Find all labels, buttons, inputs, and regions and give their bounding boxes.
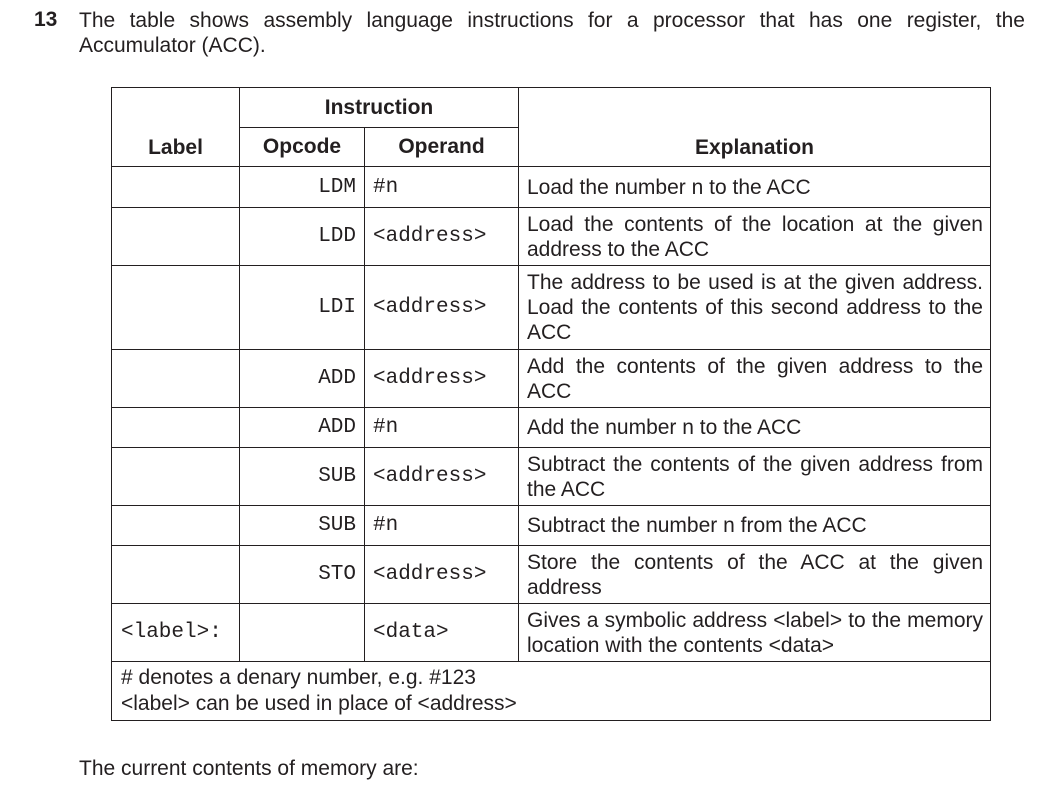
operand-cell: #n bbox=[365, 506, 519, 546]
opcode-cell: SUB bbox=[240, 506, 365, 546]
table-row bbox=[112, 546, 991, 604]
label-cell bbox=[112, 208, 240, 266]
note-label: <label> can be used in place of <address> bbox=[121, 692, 517, 715]
label-cell bbox=[112, 448, 240, 506]
opcode-cell: LDI bbox=[240, 266, 365, 350]
operand-cell: <address> bbox=[365, 266, 519, 350]
table-notes-row bbox=[112, 662, 991, 721]
operand-cell: <address> bbox=[365, 350, 519, 408]
label-cell bbox=[112, 408, 240, 448]
table-row bbox=[112, 604, 991, 662]
explanation-cell: Add the number n to the ACC bbox=[519, 408, 991, 448]
label-cell bbox=[112, 266, 240, 350]
label-cell bbox=[112, 167, 240, 208]
header-label: Label bbox=[112, 88, 240, 167]
question-number: 13 bbox=[34, 8, 58, 31]
header-opcode: Opcode bbox=[240, 128, 365, 167]
note-denary: # denotes a denary number, e.g. #123 bbox=[121, 666, 476, 689]
table-row bbox=[112, 350, 991, 408]
opcode-cell: SUB bbox=[240, 448, 365, 506]
table-row bbox=[112, 208, 991, 266]
header-instruction: Instruction bbox=[240, 88, 519, 128]
opcode-cell bbox=[240, 604, 365, 662]
header-explanation: Explanation bbox=[519, 88, 991, 167]
table-notes bbox=[112, 662, 991, 721]
operand-cell: <data> bbox=[365, 604, 519, 662]
explanation-cell: Add the contents of the given address to the ACC bbox=[519, 350, 991, 408]
opcode-cell: STO bbox=[240, 546, 365, 604]
table-row bbox=[112, 408, 991, 448]
label-cell bbox=[112, 350, 240, 408]
opcode-cell: ADD bbox=[240, 350, 365, 408]
opcode-cell: LDM bbox=[240, 167, 365, 208]
operand-cell: #n bbox=[365, 167, 519, 208]
explanation-cell: Gives a symbolic address <label> to the memory location with the contents <data> bbox=[519, 604, 991, 662]
memory-intro-text: The current contents of memory are: bbox=[79, 757, 419, 780]
table-row bbox=[112, 506, 991, 546]
explanation-cell: Subtract the contents of the given address from the ACC bbox=[519, 448, 991, 506]
operand-cell: <address> bbox=[365, 546, 519, 604]
header-operand: Operand bbox=[365, 128, 519, 167]
explanation-cell: Load the contents of the location at the given address to the ACC bbox=[519, 208, 991, 266]
label-cell bbox=[112, 546, 240, 604]
operand-cell: <address> bbox=[365, 448, 519, 506]
table-row bbox=[112, 266, 991, 350]
table-row bbox=[112, 167, 991, 208]
explanation-cell: Subtract the number n from the ACC bbox=[519, 506, 991, 546]
opcode-cell: ADD bbox=[240, 408, 365, 448]
explanation-cell: The address to be used is at the given address. Load the contents of this second address to the ACC bbox=[519, 266, 991, 350]
instruction-table bbox=[111, 87, 991, 721]
explanation-cell: Store the contents of the ACC at the given address bbox=[519, 546, 991, 604]
label-cell bbox=[112, 506, 240, 546]
explanation-cell: Load the number n to the ACC bbox=[519, 167, 991, 208]
operand-cell: #n bbox=[365, 408, 519, 448]
opcode-cell: LDD bbox=[240, 208, 365, 266]
label-cell: <label>: bbox=[112, 604, 240, 662]
operand-cell: <address> bbox=[365, 208, 519, 266]
table-row bbox=[112, 448, 991, 506]
question-intro: The table shows assembly language instructions for a processor that has one register, the Accumulator (ACC). bbox=[79, 9, 1025, 57]
